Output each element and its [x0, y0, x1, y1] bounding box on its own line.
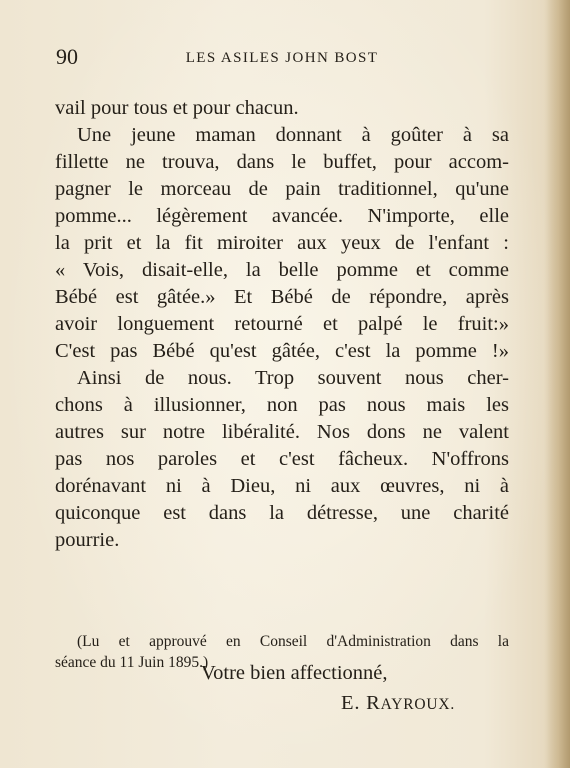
- text-line: « Vois, disait-elle, la belle pomme et comme: [55, 259, 509, 281]
- text-line: Une jeune maman donnant à goûter à sa: [77, 124, 509, 146]
- signature-initial: E. R: [341, 692, 381, 714]
- text-line: pas nos paroles et c'est fâcheux. N'offrons: [55, 448, 509, 470]
- closing-salutation: Votre bien affectionné,: [201, 662, 388, 684]
- text-line: vail pour tous et pour chacun.: [55, 97, 299, 119]
- signature-rest: AYROUX.: [380, 696, 456, 713]
- text-line: pagner le morceau de pain traditionnel, qu'une: [55, 178, 509, 200]
- text-line: C'est pas Bébé qu'est gâtée, c'est la pomme !»: [55, 340, 509, 362]
- text-line: pourrie.: [55, 529, 120, 551]
- text-line: chons à illusionner, non pas nous mais les: [55, 394, 509, 416]
- approval-note: [55, 631, 509, 673]
- note-line: séance du 11 Juin 1895.): [55, 654, 209, 671]
- page-spine-shadow: [544, 0, 570, 768]
- text-line: avoir longuement retourné et palpé le fruit:»: [55, 313, 509, 335]
- text-line: autres sur notre libéralité. Nos dons ne valent: [55, 421, 509, 443]
- text-line: la prit et la fit miroiter aux yeux de l'enfant :: [55, 232, 509, 254]
- signature: [55, 690, 509, 718]
- running-head: LES ASILES JOHN BOST: [185, 50, 379, 66]
- page-number: 90: [56, 44, 78, 69]
- text-line: Ainsi de nous. Trop souvent nous cher-: [77, 367, 509, 389]
- text-line: dorénavant ni à Dieu, ni aux œuvres, ni à: [55, 475, 509, 497]
- page-header: [56, 44, 508, 70]
- text-line: pomme... légèrement avancée. N'importe, elle: [55, 205, 509, 227]
- text-line: fillette ne trouva, dans le buffet, pour accom-: [55, 151, 509, 173]
- note-line: (Lu et approuvé en Conseil d'Administration dans la: [77, 633, 509, 650]
- text-line: Bébé est gâtée.» Et Bébé de répondre, après: [55, 286, 509, 308]
- text-line: quiconque est dans la détresse, une charité: [55, 502, 509, 524]
